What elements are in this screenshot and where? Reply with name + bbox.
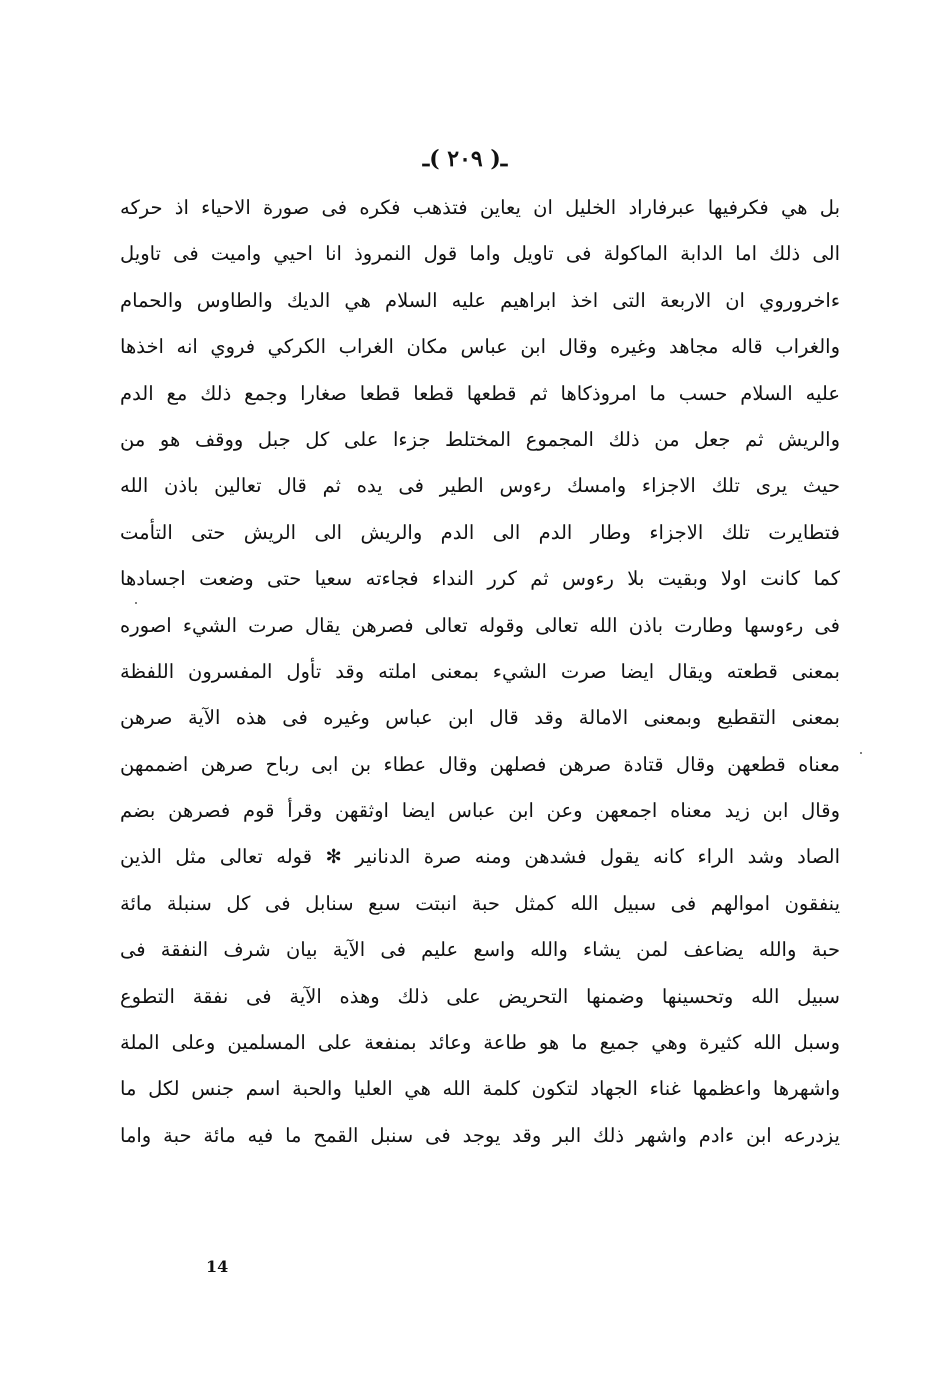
text-line: والغراب قاله مجاهد وغيره وقال ابن عباس مكان الغراب الكركي فروي انه اخذها — [120, 335, 840, 359]
text-line: واشهرها واعظمها غناء الجهاد لتكون كلمة الله هي العليا والحبة اسم جنس لكل ما — [120, 1077, 840, 1101]
text-line: وسبل الله كثيرة وهي جميع ما هو طاعة وعائد بمنفعة على المسلمين وعلى الملة — [120, 1031, 840, 1055]
text-line: كما كانت اولا وبقيت بلا رءوس ثم كرر النداء فجاءته سعيا حتى وضعت اجسادها — [120, 567, 840, 591]
text-line: حبة والله يضاعف لمن يشاء والله واسع عليم فى الآية بيان شرف النفقة فى — [120, 938, 840, 962]
signature-mark: 14 — [206, 1257, 229, 1276]
text-line: الصاد وشد الراء كانه يقول فشدهن ومنه صرة الدنانير ✻ قوله تعالى مثل الذين — [120, 845, 840, 869]
text-line: عليه السلام حسب ما امروذكاها ثم قطعها قطعا قطعا صغارا وجمع ذلك مع الدم — [120, 381, 840, 405]
text-line: فى رءوسها وطارت باذن الله تعالى وقوله تعالى فصرهن يقال صرت الشيء اصوره — [120, 613, 840, 637]
text-line: حيث يرى تلك الاجزاء وامسك رءوس الطير فى يده ثم قال تعالين باذن الله — [120, 474, 840, 498]
text-line: سبيل الله وتحسينها وضمنها التحريض على ذلك وهذه الآية فى نفقة التطوع — [120, 984, 840, 1008]
text-line: وقال ابن زيد معناه اجمعهن وعن ابن عباس ايضا اوثقهن وقرأ قوم فصرهن بضم — [120, 799, 840, 823]
text-line: فتطايرت تلك الاجزاء وطار الدم الى الدم والريش الى الريش حتى التأمت — [120, 520, 840, 544]
scan-speck — [860, 752, 862, 754]
text-line: بمعنى التقطيع وبمعنى الامالة وقد قال ابن عباس وغيره فى هذه الآية صرهن — [120, 706, 840, 730]
text-line: بل هي فكرفيها عبرفاراد الخليل ان يعاين فتذهب فكره فى صورة الاحياء اذ حركه — [120, 196, 840, 219]
body-text — [120, 185, 840, 1159]
text-line: يزدرعه ابن ءادم واشهر ذلك البر وقد يوجد فى سنبل القمح ما فيه مائة حبة واما — [120, 1123, 840, 1147]
text-line: ينفقون اموالهم فى سبيل الله كمثل حبة انبتت سبع سنابل فى كل سنبلة مائة — [120, 891, 840, 915]
text-line: ءاخروروي ان الاربعة التى اخذ ابراهيم عليه السلام هي الديك والطاوس والحمام — [120, 288, 840, 312]
scan-speck — [135, 602, 137, 604]
text-line: والريش ثم جعل من ذلك المجموع المختلط جزءا على كل جبل ووقف هو من — [120, 427, 840, 451]
text-line: الى ذلك اما الدابة الماكولة فى تاويل واما قول النمروذ انا احيي واميت فى تاويل — [120, 242, 840, 266]
text-line: بمعنى قطعته ويقال ايضا صرت الشيء بمعنى املته وقد تأول المفسرون اللفظة — [120, 659, 840, 683]
page-number: ـ( ٢٠٩ )ـ — [422, 146, 508, 172]
text-line: معناه قطعهن وقال قتادة صرهن فصلهن وقال عطاء بن ابى رباح صرهن اضممهن — [120, 752, 840, 776]
